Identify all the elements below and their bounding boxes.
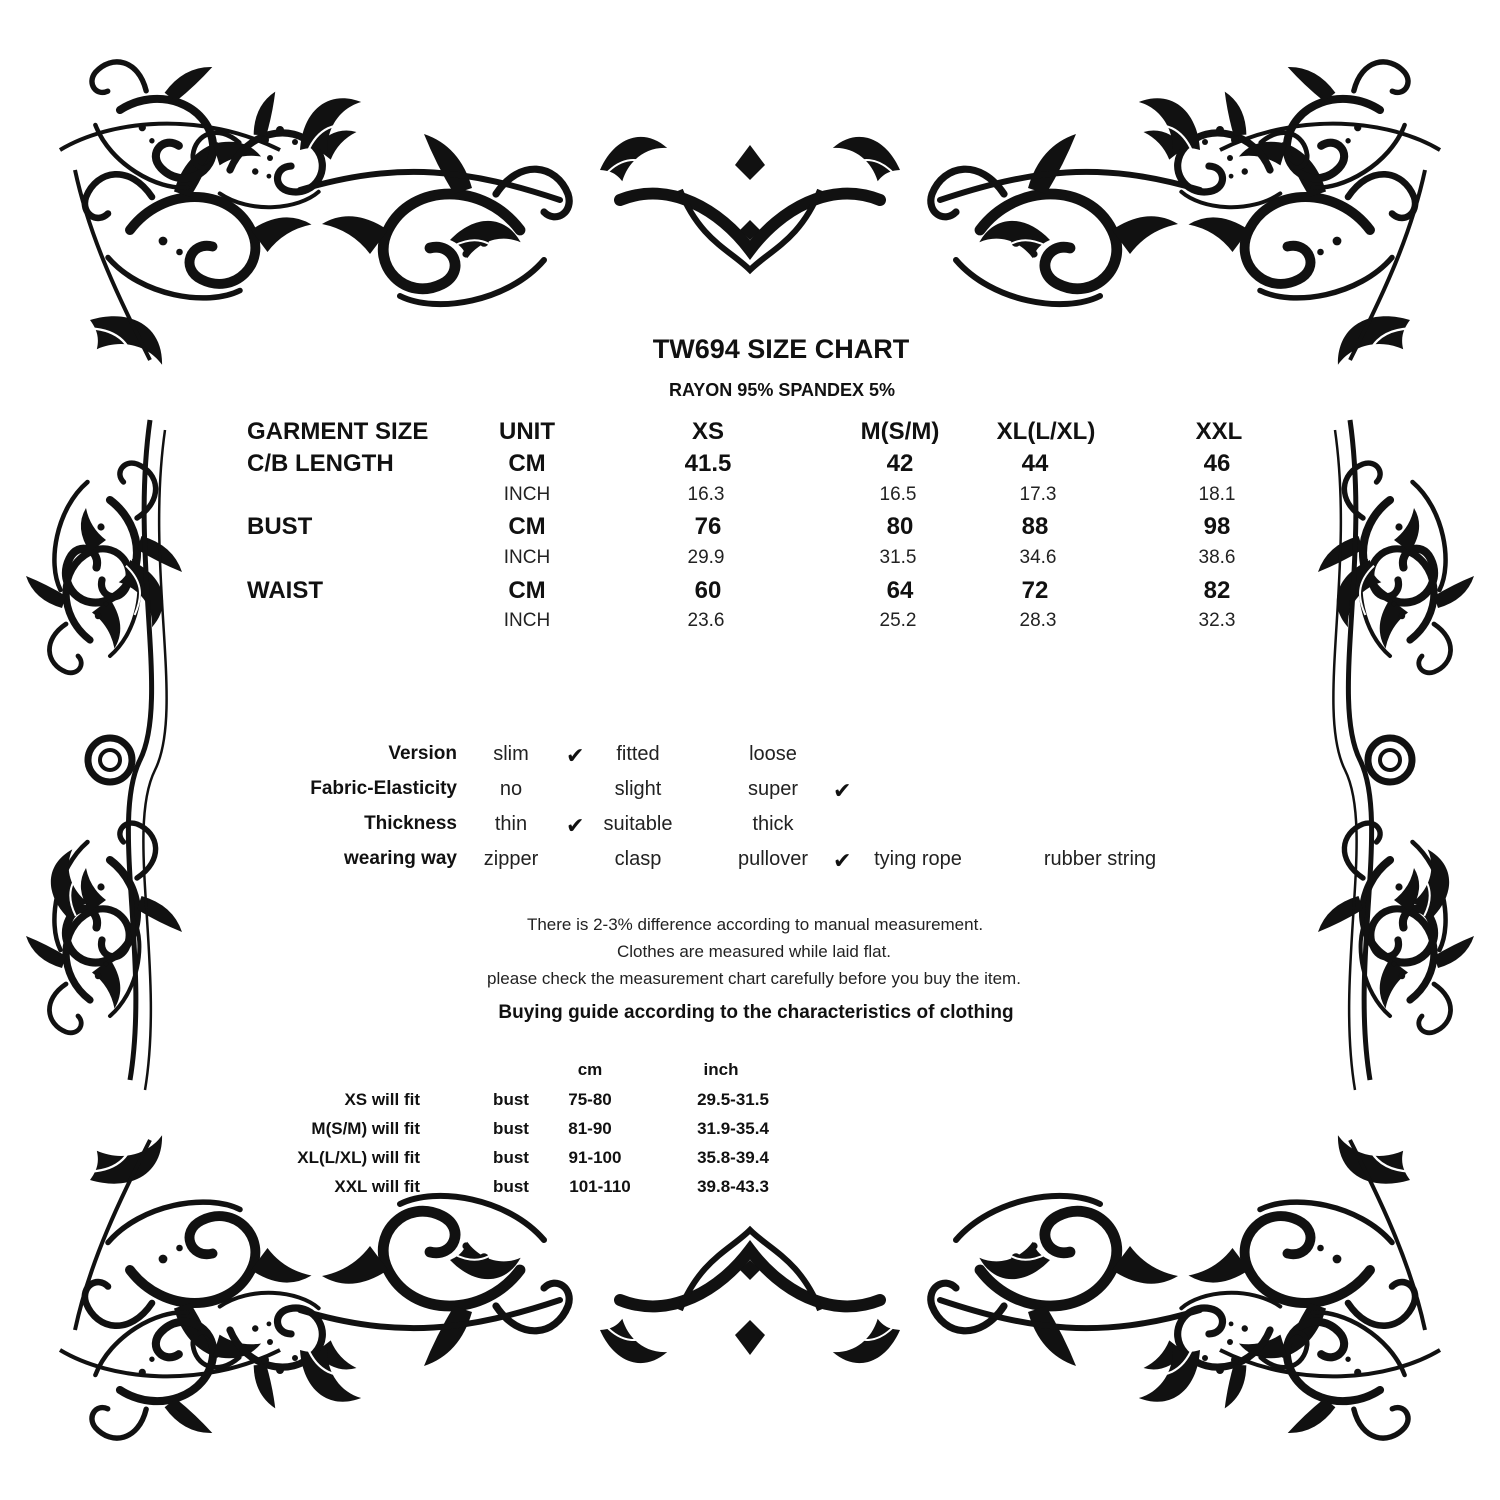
guide-row-label: XS will fit [344, 1090, 420, 1109]
cell-value: 25.2 [879, 610, 917, 631]
option-loose: loose [749, 743, 797, 765]
option-zipper: zipper [483, 848, 539, 870]
check-icon: ✔ [566, 743, 585, 768]
guide-row-label: XXL will fit [334, 1177, 420, 1196]
cell-value: 38.6 [1198, 547, 1236, 568]
cell-value: 28.3 [1019, 610, 1057, 631]
option-thick: thick [752, 813, 794, 835]
note-check-chart: please check the measurement chart carefully before you buy the item. [487, 969, 1021, 988]
option-suitable: suitable [603, 813, 673, 835]
header-size-m: M(S/M) [860, 418, 940, 445]
guide-header-inch: inch [703, 1060, 739, 1079]
header-garment-size: GARMENT SIZE [247, 418, 429, 445]
cell-value: 32.3 [1198, 610, 1236, 631]
option-slight: slight [614, 778, 662, 800]
guide-row-inch: 31.9-35.4 [697, 1119, 769, 1138]
cell-value: 72 [1021, 577, 1049, 604]
option-pullover: pullover [737, 848, 809, 870]
label-version: Version [388, 743, 457, 764]
check-icon: ✔ [566, 813, 585, 838]
cell-value: 16.3 [687, 484, 725, 505]
label-wearing-way: wearing way [344, 848, 457, 869]
cell-value: 42 [886, 450, 914, 477]
unit-cm: CM [508, 450, 546, 477]
unit-inch: INCH [503, 484, 551, 505]
cell-value: 18.1 [1198, 484, 1236, 505]
cell-value: 80 [886, 513, 914, 540]
guide-row-part: bust [493, 1148, 529, 1167]
cell-value: 88 [1021, 513, 1049, 540]
buying-guide-title: Buying guide according to the characteristics of clothing [498, 1002, 1014, 1023]
guide-row-cm: 81-90 [568, 1119, 612, 1138]
note-laid-flat: Clothes are measured while laid flat. [616, 942, 892, 961]
cell-value: 60 [694, 577, 722, 604]
header-size-xxl: XXL [1195, 418, 1243, 445]
guide-header-cm: cm [577, 1060, 603, 1079]
guide-row-inch: 35.8-39.4 [697, 1148, 769, 1167]
option-clasp: clasp [614, 848, 662, 870]
cell-value: 44 [1021, 450, 1049, 477]
cell-value: 17.3 [1019, 484, 1057, 505]
cell-value: 23.6 [687, 610, 725, 631]
header-unit: UNIT [499, 418, 555, 445]
check-icon: ✔ [833, 778, 852, 803]
label-thickness: Thickness [364, 813, 457, 834]
fabric-composition: RAYON 95% SPANDEX 5% [668, 380, 896, 400]
header-size-xs: XS [691, 418, 725, 445]
cell-value: 64 [886, 577, 914, 604]
guide-row-cm: 101-110 [569, 1177, 631, 1196]
cell-value: 29.9 [687, 547, 725, 568]
cell-value: 98 [1203, 513, 1231, 540]
option-fitted: fitted [616, 743, 660, 765]
guide-row-label: XL(L/XL) will fit [297, 1148, 420, 1167]
guide-row-cm: 75-80 [568, 1090, 612, 1109]
guide-row-part: bust [493, 1119, 529, 1138]
option-tying-rope: tying rope [874, 848, 962, 870]
unit-cm: CM [508, 513, 546, 540]
header-size-xl: XL(L/XL) [996, 418, 1096, 445]
row-label-bust: BUST [247, 513, 313, 540]
cell-value: 76 [694, 513, 722, 540]
page-title: TW694 SIZE CHART [652, 334, 910, 364]
cell-value: 34.6 [1019, 547, 1057, 568]
cell-value: 41.5 [684, 450, 732, 477]
unit-cm: CM [508, 577, 546, 604]
unit-inch: INCH [503, 610, 551, 631]
guide-row-inch: 29.5-31.5 [697, 1090, 769, 1109]
unit-inch: INCH [503, 547, 551, 568]
option-rubber-string: rubber string [1043, 848, 1157, 870]
option-no: no [499, 778, 523, 800]
guide-row-part: bust [493, 1090, 529, 1109]
option-super: super [747, 778, 799, 800]
cell-value: 31.5 [879, 547, 917, 568]
option-thin: thin [494, 813, 528, 835]
guide-row-cm: 91-100 [568, 1148, 622, 1167]
check-icon: ✔ [833, 848, 852, 873]
cell-value: 82 [1203, 577, 1231, 604]
cell-value: 46 [1203, 450, 1231, 477]
guide-row-label: M(S/M) will fit [311, 1119, 420, 1138]
guide-row-part: bust [493, 1177, 529, 1196]
option-slim: slim [493, 743, 529, 765]
note-measurement-difference: There is 2-3% difference according to manual measurement. [526, 915, 984, 934]
row-label-cb-length: C/B LENGTH [247, 450, 394, 477]
guide-row-inch: 39.8-43.3 [697, 1177, 769, 1196]
row-label-waist: WAIST [247, 577, 323, 604]
cell-value: 16.5 [879, 484, 917, 505]
label-fabric-elasticity: Fabric-Elasticity [310, 778, 457, 799]
